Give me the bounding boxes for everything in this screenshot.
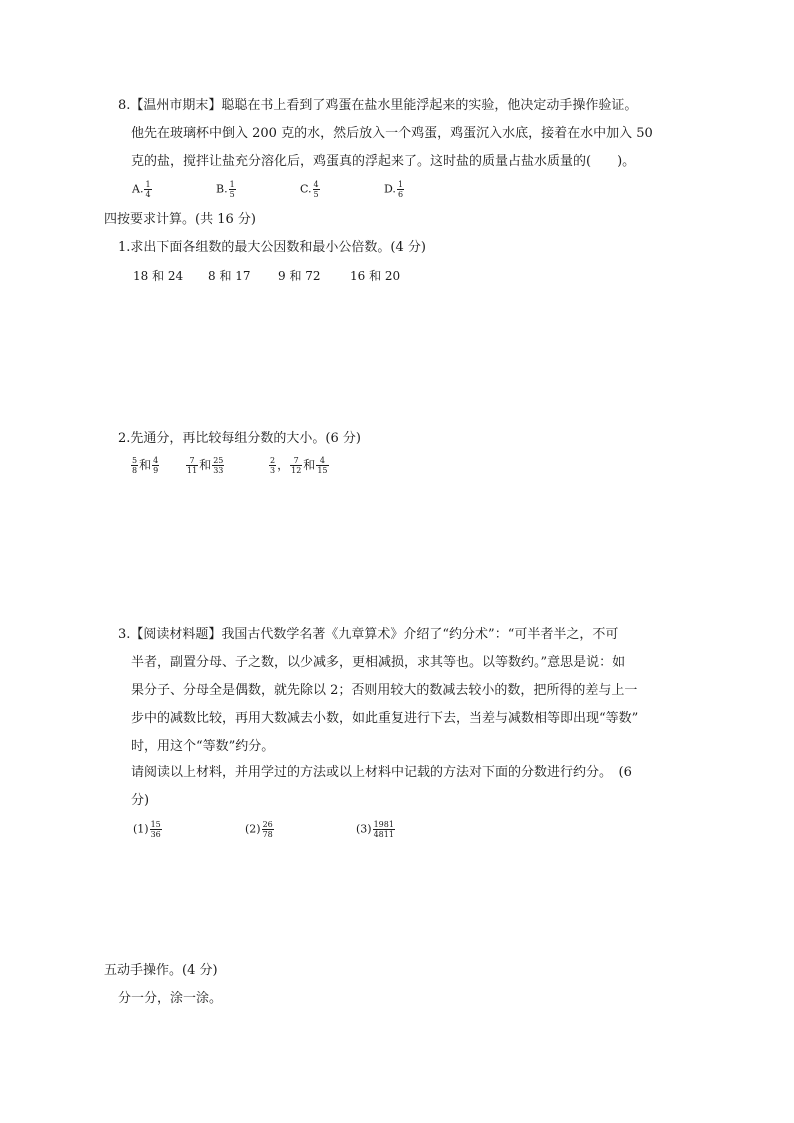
numerator: 7 [186,456,198,466]
numerator: 4 [316,456,328,466]
denominator: 9 [153,466,159,475]
fraction [152,456,159,475]
q8-line-1: 8.【温州市期末】聪聪在书上看到了鸡蛋在盐水里能浮起来的实验，他决定动手操作验证。 [118,98,638,113]
q4-2-text: 2.先通分，再比较每组分数的大小。(6 分) [118,431,361,446]
denominator: 33 [213,466,224,475]
q4-3-line-5: 时，用这个“等数”约分。 [131,739,275,754]
section-5-text: 分一分，涂一涂。 [118,991,223,1006]
fraction [316,456,328,475]
fraction [290,456,302,475]
numerator: 26 [262,820,273,829]
option-label: D. [384,182,396,196]
fraction [373,820,395,839]
q4-1-pair-3: 9 和 72 [278,269,321,283]
numerator: 4 [313,180,319,189]
q4-2-group-2 [185,456,225,475]
fraction [144,180,151,199]
fraction [262,820,274,839]
q8-option-b [216,180,237,199]
denominator: 5 [229,190,235,199]
numerator: 1 [145,180,151,189]
numerator: 5 [132,456,138,465]
numerator: 15 [150,820,161,829]
q4-2-group-1 [130,456,160,475]
q4-3-line-7: 分) [131,793,150,808]
q4-1-pair-1: 18 和 24 [133,269,184,283]
q8-option-d [384,180,405,199]
numerator: 25 [213,456,224,465]
section-4-title: 四按要求计算。(共 16 分) [104,212,256,227]
q4-3-line-2: 半者，副置分母、子之数，以少减多，更相减损，求其等也。以等数约。”意思是说：如 [131,655,626,670]
option-label: A. [132,182,144,196]
q4-1-pair-2: 8 和 17 [208,269,251,283]
numerator: 1 [397,180,404,189]
q8-line-2: 他先在玻璃杯中倒入 200 克的水，然后放入一个鸡蛋，鸡蛋沉入水底，接着在水中加入 50 [131,126,653,141]
q8-option-c [300,180,321,199]
numerator: 1 [229,180,235,189]
numerator: 1981 [373,820,394,829]
q4-1-pair-4: 16 和 20 [350,269,401,283]
denominator: 36 [150,830,161,839]
q4-3-line-4: 步中的减数比较，再用大数减去小数，如此重复进行下去，当差与减数相等即出现“等数” [131,711,639,726]
q4-3-line-1: 3.【阅读材料题】我国古代数学名著《九章算术》介绍了“约分术”：“可半者半之，不可 [118,627,619,642]
numerator: 4 [153,456,159,465]
denominator: 3 [270,466,276,475]
denominator: 78 [262,830,273,839]
item-label: (3) [356,822,372,836]
q4-3-line-6: 请阅读以上材料，并用学过的方法或以上材料中记载的方法对下面的分数进行约分。 (6 [131,765,632,780]
denominator: 11 [187,466,198,475]
fraction [397,180,404,199]
fraction [269,456,276,475]
q4-3-item-1 [133,820,163,839]
denominator: 4811 [373,830,394,839]
q4-3-item-2 [245,820,275,839]
fraction [212,456,224,475]
fraction [131,456,138,475]
fraction [229,180,236,199]
q4-3-line-3: 果分子、分母全是偶数，就先除以 2；否则用较大的数减去较小的数，把所得的差与上一 [131,683,638,698]
fraction [150,820,162,839]
separator: 和 [199,458,212,472]
denominator: 8 [132,466,138,475]
fraction [313,180,320,199]
fraction [186,456,198,475]
q4-1-text: 1.求出下面各组数的最大公因数和最小公倍数。(4 分) [118,240,426,255]
section-5-title: 五动手操作。(4 分) [104,963,218,978]
denominator: 6 [397,190,404,199]
option-label: B. [216,182,228,196]
q4-3-item-3 [356,820,396,839]
item-label: (1) [133,822,149,836]
denominator: 4 [145,190,151,199]
separator: ， [277,458,290,472]
q8-option-a [132,180,153,199]
numerator: 7 [290,456,302,466]
denominator: 12 [291,466,302,475]
q8-line-3: 克的盐，搅拌让盐充分溶化后，鸡蛋真的浮起来了。这时盐的质量占盐水质量的( )。 [131,154,636,169]
option-label: C. [300,182,312,196]
q4-2-group-3 [268,456,330,475]
numerator: 2 [270,456,276,465]
separator: 和 [303,458,316,472]
denominator: 15 [317,466,328,475]
denominator: 5 [313,190,319,199]
separator: 和 [139,458,152,472]
item-label: (2) [245,822,261,836]
